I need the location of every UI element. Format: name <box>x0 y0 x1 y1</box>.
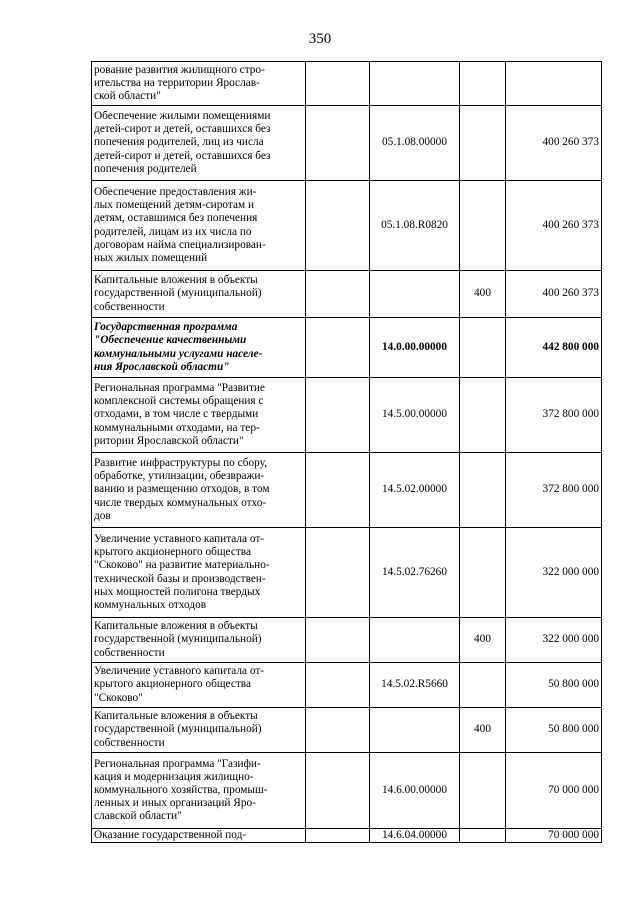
row-name-cell: Оказание государственной под- <box>92 829 306 843</box>
table-row <box>92 181 602 271</box>
row-expense-type-cell <box>460 453 506 528</box>
page-number: 350 <box>308 31 332 47</box>
row-expense-type-cell <box>460 528 506 618</box>
table-row <box>92 708 602 753</box>
table-row <box>92 378 602 453</box>
row-section-cell <box>306 528 370 618</box>
table-row <box>92 106 602 181</box>
table-row <box>92 753 602 829</box>
row-expense-type-cell: 400 <box>460 708 506 753</box>
table-row <box>92 271 602 318</box>
row-amount-cell <box>506 62 602 106</box>
row-expense-type-cell <box>460 753 506 829</box>
table-row <box>92 829 602 843</box>
row-amount-cell: 322 000 000 <box>506 528 602 618</box>
row-name-cell: рование развития жилищного стро- ительства на территории Ярослав- ской области" <box>92 62 306 106</box>
row-code-cell: 14.5.02.R5660 <box>370 663 460 708</box>
row-expense-type-cell <box>460 106 506 181</box>
row-section-cell <box>306 618 370 663</box>
row-name-cell: Увеличение уставного капитала от- крытого акционерного общества "Скоково" на развитие материально- технической базы и производствен- ных мощностей полигона твердых коммунальных отходов <box>92 528 306 618</box>
row-name-cell: Капитальные вложения в объекты государственной (муниципальной) собственности <box>92 618 306 663</box>
row-amount-cell: 50 800 000 <box>506 708 602 753</box>
table-row <box>92 318 602 378</box>
row-expense-type-cell: 400 <box>460 618 506 663</box>
row-code-cell: 14.0.00.00000 <box>370 318 460 378</box>
row-code-cell: 14.6.00.00000 <box>370 753 460 829</box>
row-code-cell: 05.1.08.R0820 <box>370 181 460 271</box>
row-name-cell: Увеличение уставного капитала от- крытого акционерного общества "Скоково" <box>92 663 306 708</box>
row-section-cell <box>306 663 370 708</box>
table-row <box>92 453 602 528</box>
row-name-cell: Капитальные вложения в объекты государственной (муниципальной) собственности <box>92 271 306 318</box>
row-section-cell <box>306 271 370 318</box>
budget-table <box>91 61 602 843</box>
row-section-cell <box>306 318 370 378</box>
row-code-cell <box>370 708 460 753</box>
row-amount-cell: 400 260 373 <box>506 181 602 271</box>
table-row <box>92 618 602 663</box>
row-expense-type-cell <box>460 62 506 106</box>
row-section-cell <box>306 106 370 181</box>
row-amount-cell: 322 000 000 <box>506 618 602 663</box>
budget-table-body <box>92 62 602 843</box>
row-name-cell: Развитие инфраструктуры по сбору, обработке, утилизации, обезвражи- ванию и размещению отходов, в том числе твердых коммунальных отхо- дов <box>92 453 306 528</box>
row-section-cell <box>306 62 370 106</box>
row-amount-cell: 442 800 000 <box>506 318 602 378</box>
row-expense-type-cell <box>460 318 506 378</box>
row-code-cell: 14.6.04.00000 <box>370 829 460 843</box>
row-expense-type-cell <box>460 181 506 271</box>
row-amount-cell: 70 000 000 <box>506 829 602 843</box>
row-name-cell: Государственная программа "Обеспечение качественными коммунальными услугами населе- ния Ярославской области" <box>92 318 306 378</box>
row-amount-cell: 372 800 000 <box>506 453 602 528</box>
row-section-cell <box>306 181 370 271</box>
row-name-cell: Обеспечение предоставления жи- лых помещений детям-сиротам и детям, оставшимся без попечения родителей, лицам из их числа по договорам найма специализирован- ных жилых помещений <box>92 181 306 271</box>
row-amount-cell: 400 260 373 <box>506 106 602 181</box>
table-row <box>92 62 602 106</box>
row-section-cell <box>306 708 370 753</box>
row-section-cell <box>306 453 370 528</box>
row-section-cell <box>306 753 370 829</box>
row-expense-type-cell <box>460 829 506 843</box>
row-section-cell <box>306 829 370 843</box>
table-row <box>92 528 602 618</box>
row-section-cell <box>306 378 370 453</box>
row-amount-cell: 50 800 000 <box>506 663 602 708</box>
row-amount-cell: 400 260 373 <box>506 271 602 318</box>
row-name-cell: Региональная программа "Газифи- кация и модернизация жилищно- коммунального хозяйства, промыш- ленных и иных организаций Яро- славской области" <box>92 753 306 829</box>
row-name-cell: Капитальные вложения в объекты государственной (муниципальной) собственности <box>92 708 306 753</box>
row-code-cell <box>370 62 460 106</box>
row-code-cell: 14.5.02.76260 <box>370 528 460 618</box>
row-code-cell: 05.1.08.00000 <box>370 106 460 181</box>
table-row <box>92 663 602 708</box>
row-code-cell <box>370 618 460 663</box>
row-code-cell: 14.5.02.00000 <box>370 453 460 528</box>
row-expense-type-cell <box>460 663 506 708</box>
row-name-cell: Региональная программа "Развитие комплексной системы обращения с отходами, в том числе с твердыми коммунальными отходами, на тер- ритории Ярославской области" <box>92 378 306 453</box>
row-code-cell: 14.5.00.00000 <box>370 378 460 453</box>
row-name-cell: Обеспечение жилыми помещениями детей-сирот и детей, оставшихся без попечения родителей, лиц из числа детей-сирот и детей, оставшихся без попечения родителей <box>92 106 306 181</box>
row-code-cell <box>370 271 460 318</box>
row-expense-type-cell <box>460 378 506 453</box>
row-amount-cell: 372 800 000 <box>506 378 602 453</box>
row-expense-type-cell: 400 <box>460 271 506 318</box>
row-amount-cell: 70 000 000 <box>506 753 602 829</box>
